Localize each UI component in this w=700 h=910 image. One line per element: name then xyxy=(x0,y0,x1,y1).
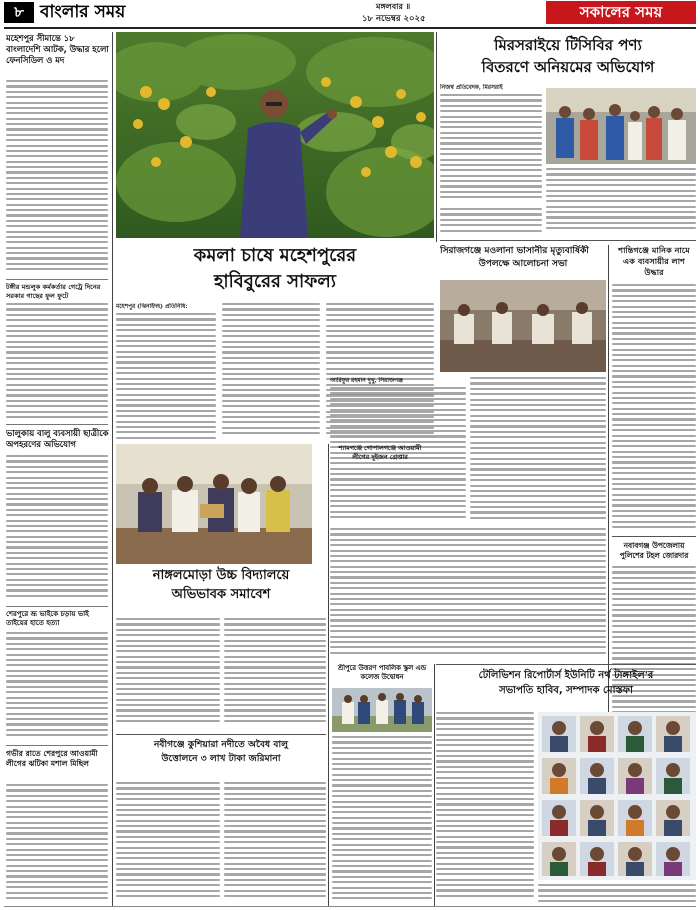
left-divider-2 xyxy=(6,424,108,425)
left-story1-body xyxy=(6,80,108,276)
right-col-story1-headline: শান্তিগঞ্জে মানিক নামে এক ব্যবসায়ীর লাশ উদ্ধার xyxy=(618,245,690,277)
bhasani-body-col3 xyxy=(330,528,606,660)
left-story2-body xyxy=(6,303,108,421)
center-rule xyxy=(328,444,329,906)
page-bottom-rule xyxy=(4,906,696,907)
college-headline: শ্রীপুরে উত্তরণ পাবলিক স্কুল এন্ড কলেজ উদ্বোধন xyxy=(337,664,427,681)
school-headline-line2: অভিভাবক সমাবেশ xyxy=(171,587,271,602)
bhasani-body-col2 xyxy=(470,377,606,525)
tv-body-bottom xyxy=(538,884,696,906)
left-story5-headline: গভীর রাতে শেরপুরে আওয়ামী লীগের ঝটিকা মশাল মিছিল xyxy=(6,749,98,768)
school-body-col2 xyxy=(224,618,326,730)
right-top-headline xyxy=(440,34,696,84)
right-top-divider xyxy=(440,240,696,241)
left-story5-body xyxy=(6,784,108,906)
right-top-headline-line2: বিতরণে অনিয়মের অভিযোগ xyxy=(481,58,655,76)
right-top-body-col1b xyxy=(440,208,542,238)
tv-headline-line1: টেলিভিশন রিপোর্টার্স ইউনিটি নর্থ টাঙ্গাইল'র xyxy=(478,670,654,681)
right-col-story1-body xyxy=(612,284,696,532)
left-divider-3 xyxy=(6,606,108,607)
left-column-rule xyxy=(112,32,113,906)
section-title: বাংলার সময় xyxy=(40,2,126,22)
left-story3-headline: ভালুকায় বালু ব্যবসায়ী ছাত্রীকে অপহরণের অভিযোগ xyxy=(6,428,109,449)
top-story-headline-line2: হাবিবুরের সাফল্য xyxy=(213,271,337,292)
left-story1-headline: মহেশপুর সীমান্তে ১৮ বাংলাদেশি আটক, উদ্ধার হলো ফেনসিডিল ও মদ xyxy=(6,33,109,65)
college-body xyxy=(332,736,432,906)
school-headline xyxy=(116,566,326,616)
center-right-rule xyxy=(436,32,437,242)
river-body-col1 xyxy=(116,782,220,906)
tv-portrait-grid xyxy=(538,712,696,880)
school-side-story xyxy=(316,444,326,454)
tv-headline xyxy=(436,668,696,708)
river-headline xyxy=(116,738,326,778)
left-story2-headline: টঙ্গীর মন্ডলুক কর্মকর্তার গেট্রে দিনের সরকার গাছের ফুল ফুটে xyxy=(6,283,101,300)
bottom-center-right-rule xyxy=(434,664,435,906)
page-number: ৮ xyxy=(14,3,24,21)
header-day: মঙ্গলবার ॥ xyxy=(376,2,411,11)
school-side-headline: শ্যামগঞ্জে গোপালগঞ্জে আওয়ামী লীগের দুইজন গ্রেপ্তার xyxy=(338,444,422,461)
bhasani-meeting-photo xyxy=(440,280,606,372)
right-top-headline-line1: মিরসরাইয়ে টিসিবির পণ্য xyxy=(494,36,642,54)
left-divider-4 xyxy=(6,745,108,746)
tv-headline-line2: সভাপতি হাবিব, সম্পাদক মোস্তফা xyxy=(499,685,633,696)
top-story-headline xyxy=(116,243,434,299)
bottom-divider xyxy=(116,734,326,735)
right-top-body-col2 xyxy=(546,168,696,234)
header xyxy=(0,0,700,26)
header-date: ১৮ নভেম্বর ২০২৫ xyxy=(362,14,426,24)
tcb-distribution-photo xyxy=(546,88,696,164)
river-headline-line2: উত্তোলনে ৩ লাখ টাকা জরিমানা xyxy=(161,753,281,764)
orange-orchard-photo xyxy=(116,32,434,238)
masthead-text: সকালের সময় xyxy=(579,3,663,21)
masthead xyxy=(546,1,696,24)
top-story-body-col1 xyxy=(116,313,216,441)
river-body-col2 xyxy=(224,782,326,906)
bhasani-dateline: আরিফুর রহমান দুখু, সিরাজগঞ্জ xyxy=(330,378,403,384)
college-inauguration-photo xyxy=(332,688,432,732)
right-top-dateline: নিজস্ব প্রতিবেদক, মিরসরাই xyxy=(440,85,503,91)
top-story-headline-line1: কমলা চাষে মহেশপুরের xyxy=(193,245,357,266)
right-top-body-col1 xyxy=(440,94,542,206)
school-headline-line1: নাঙ্গলমোড়া উচ্চ বিদ্যালয়ে xyxy=(152,568,290,583)
right-col-story2-headline: নবাবগঞ্জ উপজেলায় পুলিশের টহল জোরদার xyxy=(619,541,689,560)
right-col-divider xyxy=(612,536,696,537)
bhasani-headline-line1: সিরাজগঞ্জে মওলানা ভাসানীর মৃত্যুবার্ষিকী xyxy=(440,246,589,256)
tv-body xyxy=(436,712,534,906)
left-divider-1 xyxy=(6,279,108,280)
school-body-col1 xyxy=(116,618,220,730)
left-story3-body xyxy=(6,455,108,603)
school-ceremony-photo xyxy=(116,444,312,564)
river-headline-line1: নবীগঞ্জে কুশিয়ারা নদীতে অবৈধ বালু xyxy=(153,739,289,750)
page-number-box xyxy=(4,2,34,23)
header-rule xyxy=(4,27,696,29)
top-story-body-col2 xyxy=(222,303,320,441)
left-story4-body xyxy=(6,632,108,742)
bhasani-headline-line2: উপলক্ষে আলোচনা সভা xyxy=(478,259,568,269)
tv-story-top-rule xyxy=(436,664,696,665)
left-story4-headline: শেরপুরে ভ্রূ ভাইকে চড়ায় ভাই তাইয়ের হাতে হত্যা xyxy=(6,610,89,628)
top-story-dateline: মহেশপুর (ঝিনাইদহ) প্রতিনিধি: xyxy=(116,304,188,310)
